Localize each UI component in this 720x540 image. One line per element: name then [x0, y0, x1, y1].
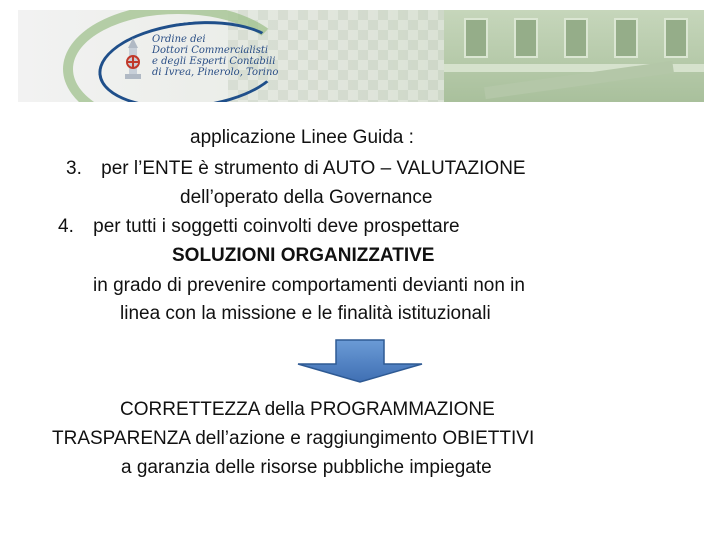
building-window — [614, 18, 638, 58]
result-line: a garanzia delle risorse pubbliche impiegate — [121, 457, 492, 478]
list-item-text: per tutti i soggetti coinvolti deve prospettare — [93, 216, 460, 237]
result-line: CORRETTEZZA della PROGRAMMAZIONE — [120, 399, 495, 420]
banner-building-photo — [444, 10, 704, 102]
list-number: 4. — [58, 216, 74, 237]
down-arrow-icon — [296, 338, 426, 384]
list-item-text: per l’ENTE è strumento di AUTO – VALUTAZIONE — [101, 158, 526, 179]
logo-text — [152, 34, 278, 78]
building-window — [514, 18, 538, 58]
logo-line: e degli Esperti Contabili — [152, 56, 276, 67]
list-item-4 — [58, 215, 460, 239]
list-item-continuation: in grado di prevenire comportamenti devianti non in — [93, 275, 525, 296]
building-window — [464, 18, 488, 58]
intro-line: applicazione Linee Guida : — [190, 127, 414, 148]
list-item-3 — [66, 157, 526, 181]
highlight-text: SOLUZIONI ORGANIZZATIVE — [172, 245, 435, 266]
list-item-continuation: dell’operato della Governance — [180, 187, 433, 208]
logo-line: di Ivrea, Pinerolo, Torino — [152, 67, 279, 78]
logo-line: Dottori Commercialisti — [152, 45, 269, 56]
list-number: 3. — [66, 158, 82, 179]
header-banner — [18, 10, 704, 102]
logo-line: Ordine dei — [152, 34, 206, 45]
building-window — [664, 18, 688, 58]
list-item-continuation: linea con la missione e le finalità istituzionali — [120, 303, 491, 324]
result-line: TRASPARENZA dell’azione e raggiungimento OBIETTIVI — [52, 428, 535, 449]
seal-icon — [118, 38, 148, 82]
building-window — [564, 18, 588, 58]
